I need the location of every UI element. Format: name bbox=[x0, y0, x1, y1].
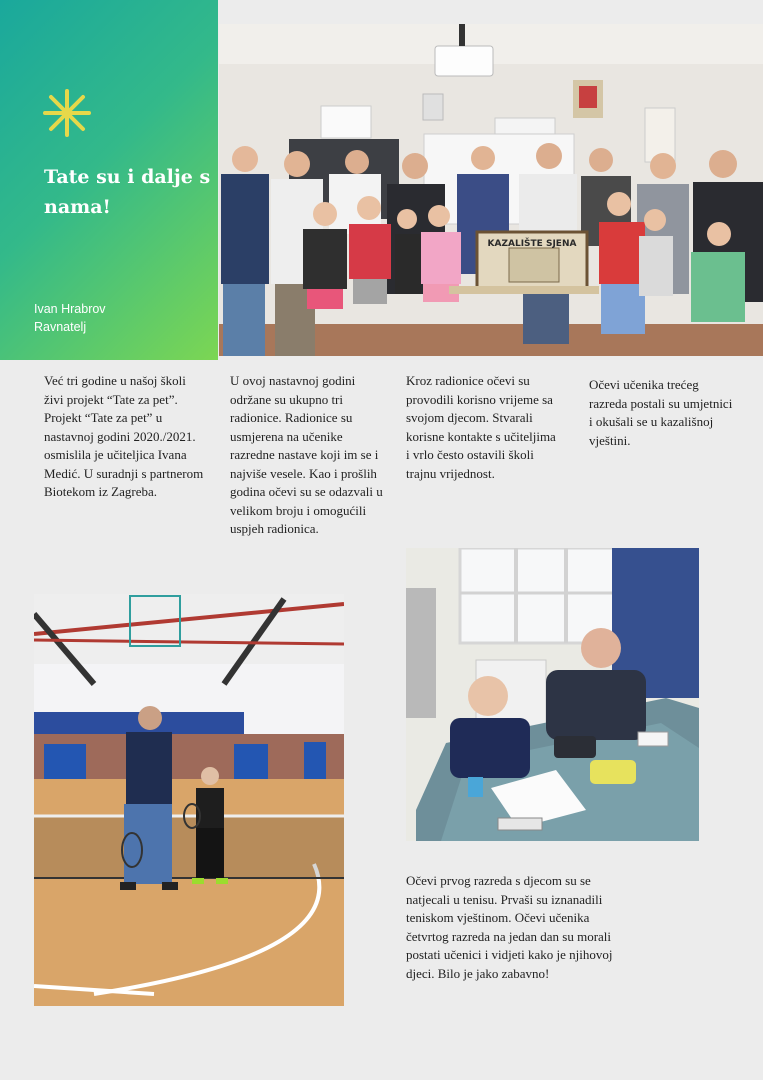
group-photo bbox=[219, 24, 763, 356]
tennis-photo bbox=[34, 594, 344, 1006]
text-column-3: Kroz radionice očevi su provodili korisno vrijeme sa svojom djecom. Stvarali korisne kontakte s učiteljima i vrlo često ostavili školi trajnu vrijednost. bbox=[406, 373, 556, 481]
theater-sign-text: KAZALIŠTE SJENA bbox=[487, 239, 577, 249]
page-title: Tate su i dalje s nama! bbox=[44, 166, 211, 218]
asterisk-icon bbox=[42, 88, 92, 138]
text-column-2: U ovoj nastavnoj godini održane su ukupno tri radionice. Radionice su usmjerena na učenike razredne nastave koji im se i najviše vesele. Kao i prošlih godina očevi su se odazvali u velikom broju i omogućili uspjeh radionica. bbox=[230, 373, 383, 536]
text-column-1: Već tri godine u našoj školi živi projekt “Tate za pet”. Projekt “Tate za pet” u nastavnoj godini 2020./2021. osmislila je učiteljica Ivana Medić. U suradnji s partnerom Biotekom iz Zagreba. bbox=[44, 373, 204, 499]
text-column-4: Očevi učenika trećeg razreda postali su umjetnici i okušali se u kazališnoj vještini. bbox=[589, 377, 733, 448]
author-block bbox=[34, 300, 106, 336]
author-role: Ravnatelj bbox=[34, 320, 87, 334]
bottom-text: Očevi prvog razreda s djecom su se natjecali u tenisu. Prvaši su iznanadili teniskom vještinom. Očevi učenika četvrtog razreda na jedan dan su morali postati učenici i vidjeti kako je njihovoj djeci. Bilo je jako zabavno! bbox=[406, 873, 613, 981]
classroom-photo bbox=[406, 548, 699, 841]
header-card bbox=[0, 0, 218, 360]
author-name: Ivan Hrabrov bbox=[34, 302, 106, 316]
